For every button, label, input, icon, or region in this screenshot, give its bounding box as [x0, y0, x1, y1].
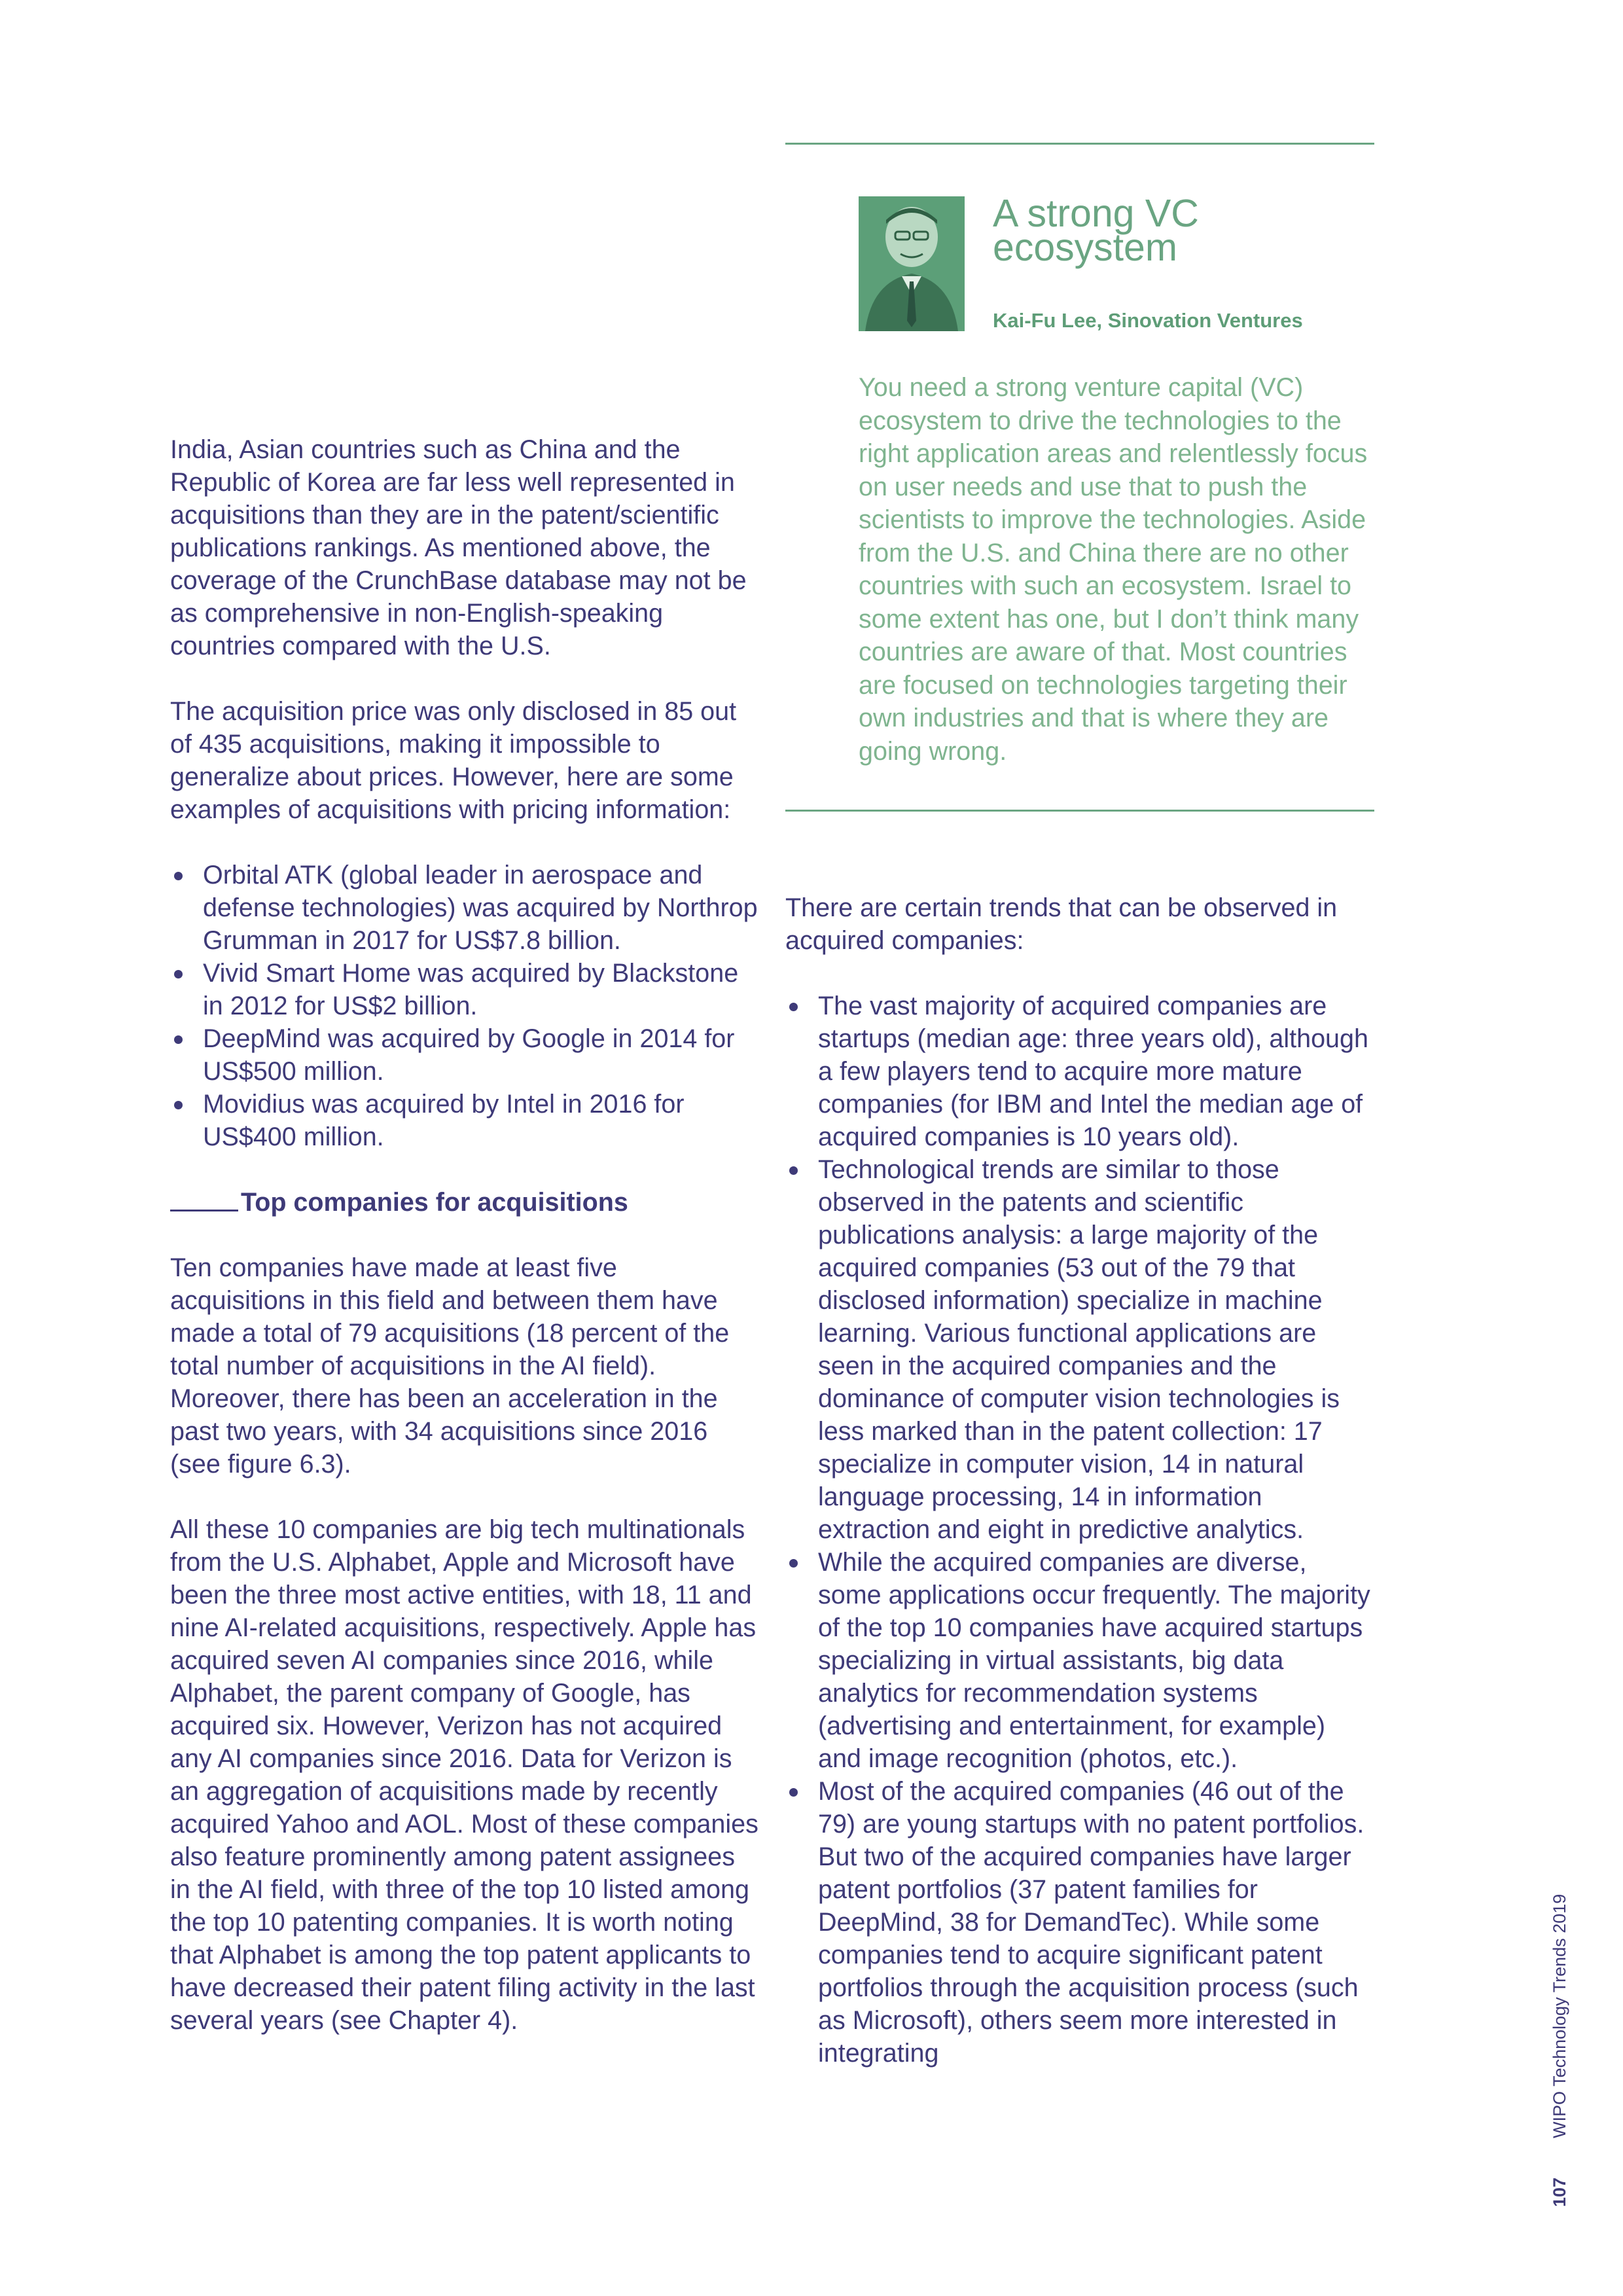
list-item: Movidius was acquired by Intel in 2016 for US$400 million. [170, 1088, 759, 1153]
list-item: The vast majority of acquired companies are startups (median age: three years old), although a few players tend to acquire more mature companies (for IBM and Intel the median age of acquired companies is 10 years old). [785, 990, 1374, 1153]
page-footer-label [1550, 1894, 1570, 2207]
paragraph: India, Asian countries such as China and the Republic of Korea are far less well represented in acquisitions than they are in the patent/scientific publications rankings. As mentioned above, the coverage of the CrunchBase database may not be as comprehensive in non-English-speaking countries compared with the U.S. [170, 435, 747, 660]
sidebar-title: A strong VC ecosystem [993, 192, 1199, 269]
list-item: DeepMind was acquired by Google in 2014 for US$500 million. [170, 1022, 759, 1088]
paragraph: Ten companies have made at least five acquisitions in this field and between them have made a total of 79 acquisitions (18 percent of the total number of acquisitions in the AI field). Moreover, there has been an acceleration in the past two years, with 34 acquisitions since 2016 (see figure 6.3). [170, 1253, 730, 1479]
portrait-photo [859, 196, 965, 331]
list-item: Vivid Smart Home was acquired by Blackstone in 2012 for US$2 billion. [170, 957, 759, 1022]
section-subheading [170, 1186, 759, 1219]
subheading-rule [170, 1186, 238, 1211]
paragraph: All these 10 companies are big tech multinationals from the U.S. Alphabet, Apple and Microsoft have been the three most active entities, with 18, 11 and nine AI-related acquisitions, respectively. Apple has acquired seven AI companies since 2016, while Alphabet, the parent company of Google, has acquired six. However, Verizon has not acquired any AI companies since 2016. Data for Verizon is an aggregation of acquisitions made by recently acquired Yahoo and AOL. Most of these companies also feature prominently among patent assignees in the AI field, with three of the top 10 listed among the top 10 patenting companies. It is worth noting that Alphabet is among the top patent applicants to have decreased their patent filing activity in the last several years (see Chapter 4). [170, 1515, 758, 2035]
left-column [170, 433, 759, 2037]
paragraph: The acquisition price was only disclosed in 85 out of 435 acquisitions, making it impossible to generalize about prices. However, here are some examples of acquisitions with pricing information: [170, 697, 737, 824]
trends-list [785, 990, 1374, 2070]
sidebar-quote: You need a strong venture capital (VC) ecosystem to drive the technologies to the right application areas and relentlessly focus on user needs and use that to push the scientists to improve the technologies. Aside from the U.S. and China there are no other countries with such an ecosystem. Israel to some extent has one, but I don’t think many countries are aware of that. Most countries are focused on technologies targeting their own industries and that is where they are going wrong. [859, 373, 1368, 766]
right-column [785, 891, 1374, 2070]
list-item: Technological trends are similar to those observed in the patents and scientific publications analysis: a large majority of the acquired companies (53 out of the 79 that disclosed information) specialize in machine learning. Various functional applications are seen in the acquired companies and the dominance of computer vision technologies is less marked than in the patent collection: 17 specialize in computer vision, 14 in natural language processing, 14 in information extraction and eight in predictive analytics. [785, 1153, 1374, 1546]
sidebar-top-rule [785, 143, 1374, 145]
list-item: Orbital ATK (global leader in aerospace and defense technologies) was acquired by Northrop Grumman in 2017 for US$7.8 billion. [170, 859, 759, 957]
acquisition-price-list [170, 859, 759, 1153]
subheading-text: Top companies for acquisitions [241, 1188, 628, 1217]
list-item: Most of the acquired companies (46 out of the 79) are young startups with no patent portfolios. But two of the acquired companies have larger patent portfolios (37 patent families for DeepMind, 38 for DemandTec). While some companies tend to acquire significant patent portfolios through the acquisition process (such as Microsoft), others seem more interested in integrating [785, 1775, 1374, 2070]
page-number: 107 [1550, 2177, 1569, 2207]
portrait-illustration [859, 196, 965, 331]
sidebar-bottom-rule [785, 810, 1374, 812]
list-item: While the acquired companies are diverse, some applications occur frequently. The majority of the top 10 companies have acquired startups specializing in virtual assistants, big data analytics for recommendation systems (advertising and entertainment, for example) and image recognition (photos, etc.). [785, 1546, 1374, 1775]
sidebar-byline: Kai-Fu Lee, Sinovation Ventures [993, 309, 1303, 332]
paragraph: There are certain trends that can be observed in acquired companies: [785, 893, 1338, 955]
publication-title: WIPO Technology Trends 2019 [1550, 1893, 1569, 2138]
